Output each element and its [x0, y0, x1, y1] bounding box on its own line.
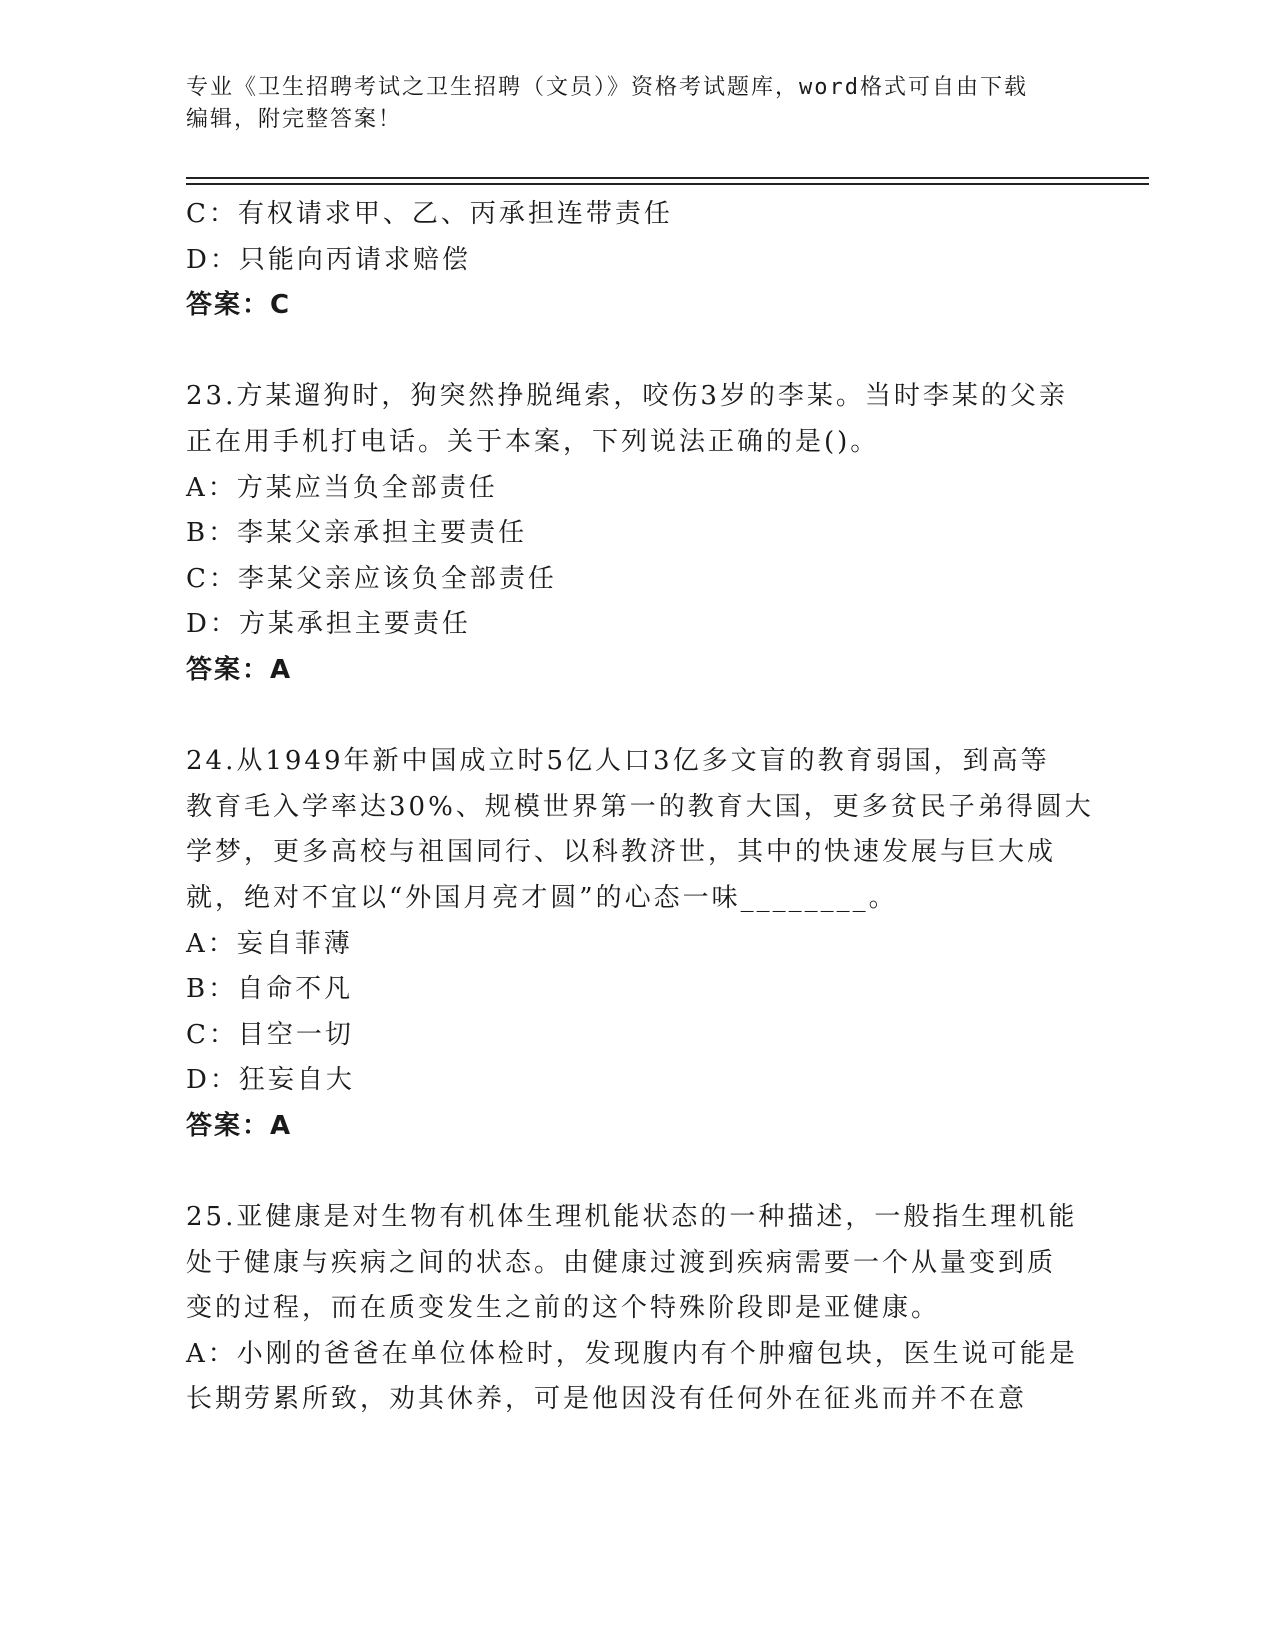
option-c: C：目空一切 — [186, 1019, 354, 1050]
document-header — [186, 72, 1066, 136]
option-a: A：小刚的爸爸在单位体检时，发现腹内有个肿瘤包块，医生说可能是 — [186, 1338, 1078, 1369]
option-b: B：李某父亲承担主要责任 — [186, 518, 528, 549]
answer: 答案：A — [186, 654, 293, 685]
option-c: C：李某父亲应该负全部责任 — [186, 563, 557, 594]
question-22-continued — [186, 192, 1086, 329]
question-text-line: 就，绝对不宜以“外国月亮才圆”的心态一味________。 — [186, 882, 898, 913]
option-d: D：狂妄自大 — [186, 1065, 355, 1096]
question-text-line: 24.从1949年新中国成立时5亿人口3亿多文盲的教育弱国，到高等 — [186, 746, 1050, 777]
header-line-1: 专业《卫生招聘考试之卫生招聘（文员）》资格考试题库，word格式可自由下载 — [186, 75, 1028, 100]
question-23 — [186, 374, 1086, 693]
answer: 答案：A — [186, 1110, 293, 1141]
spacer — [186, 1149, 1086, 1195]
question-24 — [186, 739, 1094, 1149]
question-text-line: 25.亚健康是对生物有机体生理机能状态的一种描述，一般指生理机能 — [186, 1202, 1078, 1233]
option-a: A：方某应当负全部责任 — [186, 472, 498, 503]
question-text-line: 变的过程，而在质变发生之前的这个特殊阶段即是亚健康。 — [186, 1293, 941, 1324]
document-body — [186, 192, 1094, 1423]
option-c: C：有权请求甲、乙、丙承担连带责任 — [186, 199, 673, 229]
question-text-line: 23.方某遛狗时，狗突然挣脱绳索，咬伤3岁的李某。当时李某的父亲 — [186, 381, 1068, 412]
option-a-continued: 长期劳累所致，劝其休养，可是他因没有任何外在征兆而并不在意 — [186, 1384, 1028, 1415]
option-d: D：方某承担主要责任 — [186, 609, 471, 640]
question-text-line: 正在用手机打电话。关于本案，下列说法正确的是()。 — [186, 426, 880, 457]
spacer — [186, 694, 1086, 740]
option-d: D：只能向丙请求赔偿 — [186, 244, 471, 275]
question-text-line: 处于健康与疾病之间的状态。由健康过渡到疾病需要一个从量变到质 — [186, 1247, 1057, 1278]
question-text-line: 教育毛入学率达30%、规模世界第一的教育大国，更多贫民子弟得圆大 — [186, 791, 1094, 822]
question-25 — [186, 1195, 1086, 1423]
header-rule-bottom — [186, 183, 1149, 185]
header-rule-top — [186, 177, 1149, 179]
option-b: B：自命不凡 — [186, 974, 354, 1005]
spacer — [186, 329, 1086, 375]
question-text-line: 学梦，更多高校与祖国同行、以科教济世，其中的快速发展与巨大成 — [186, 837, 1057, 868]
option-a: A：妄自菲薄 — [186, 928, 353, 959]
answer: 答案：C — [186, 290, 292, 321]
header-line-2: 编辑，附完整答案！ — [186, 107, 403, 132]
